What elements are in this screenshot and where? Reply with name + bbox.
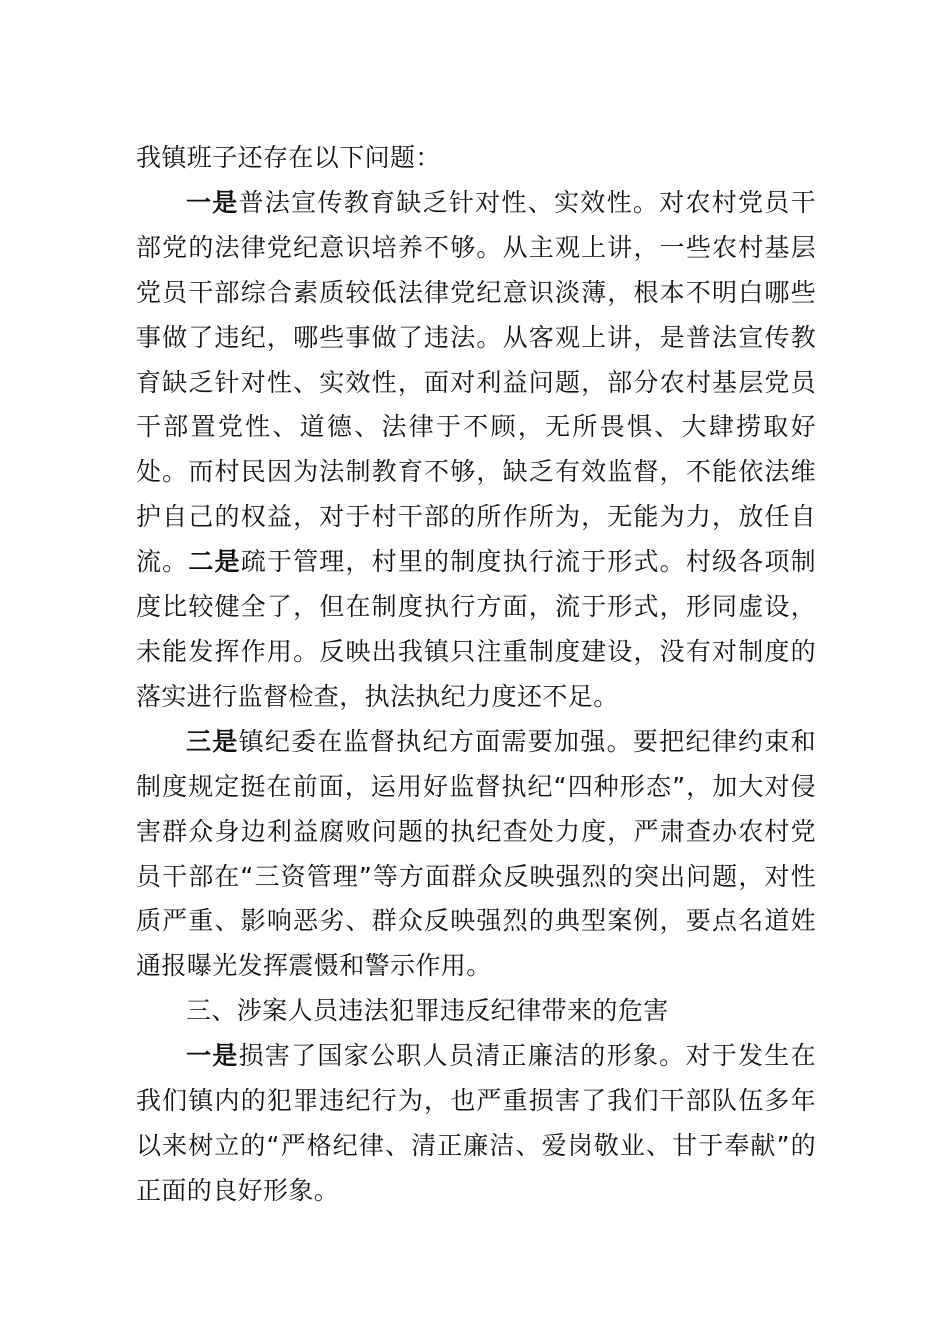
lead-one: 一是: [186, 1041, 239, 1071]
lead-one: 一是: [186, 187, 239, 217]
paragraph-text: 镇纪委在监督执纪方面需要加强。要把纪律约束和制度规定挺在前面，运用好监督执纪“四种形态”，加大对侵害群众身边利益腐败问题的执纪查处力度，严肃查办农村党员干部在“三资管理”等方面群众反映强烈的突出问题，对性质严重、影响恶劣、群众反映强烈的典型案例，要点名道姓通报曝光发挥震慑和警示作用。: [136, 726, 816, 981]
section-heading: [136, 989, 816, 1034]
intro-line: [136, 136, 816, 181]
paragraph-text: 疏于管理，村里的制度执行流于形式。村级各项制度比较健全了，但在制度执行方面，流于形式，形同虚设，未能发挥作用。反映出我镇只注重制度建设，没有对制度的落实进行监督检查，执法执纪力度还不足。: [136, 547, 816, 711]
paragraph-text: 损害了国家公职人员清正廉洁的形象。对于发生在我们镇内的犯罪违纪行为，也严重损害了我们干部队伍多年以来树立的“严格纪律、清正廉洁、爱岗敬业、甘于奉献”的正面的良好形象。: [136, 1041, 816, 1205]
paragraph-harm-1: [136, 1034, 816, 1214]
lead-three: 三是: [186, 726, 239, 756]
document-body: [136, 136, 816, 1214]
paragraph-issues-1-2: [136, 181, 816, 720]
section-heading-text: 三、涉案人员违法犯罪违反纪律带来的危害: [186, 996, 669, 1026]
intro-text: 我镇班子还存在以下问题：: [136, 143, 441, 172]
lead-two: 二是: [188, 547, 241, 577]
paragraph-text: 普法宣传教育缺乏针对性、实效性。对农村党员干部党的法律党纪意识培养不够。从主观上讲，一些农村基层党员干部综合素质较低法律党纪意识淡薄，根本不明白哪些事做了违纪，哪些事做了违法。从客观上讲，是普法宣传教育缺乏针对性、实效性，面对利益问题，部分农村基层党员干部置党性、道德、法律于不顾，无所畏惧、大肆捞取好处。而村民因为法制教育不够，缺乏有效监督，不能依法维护自己的权益，对于村干部的所作所为，无能为力，放任自流。: [136, 187, 816, 577]
paragraph-issue-3: [136, 720, 816, 989]
